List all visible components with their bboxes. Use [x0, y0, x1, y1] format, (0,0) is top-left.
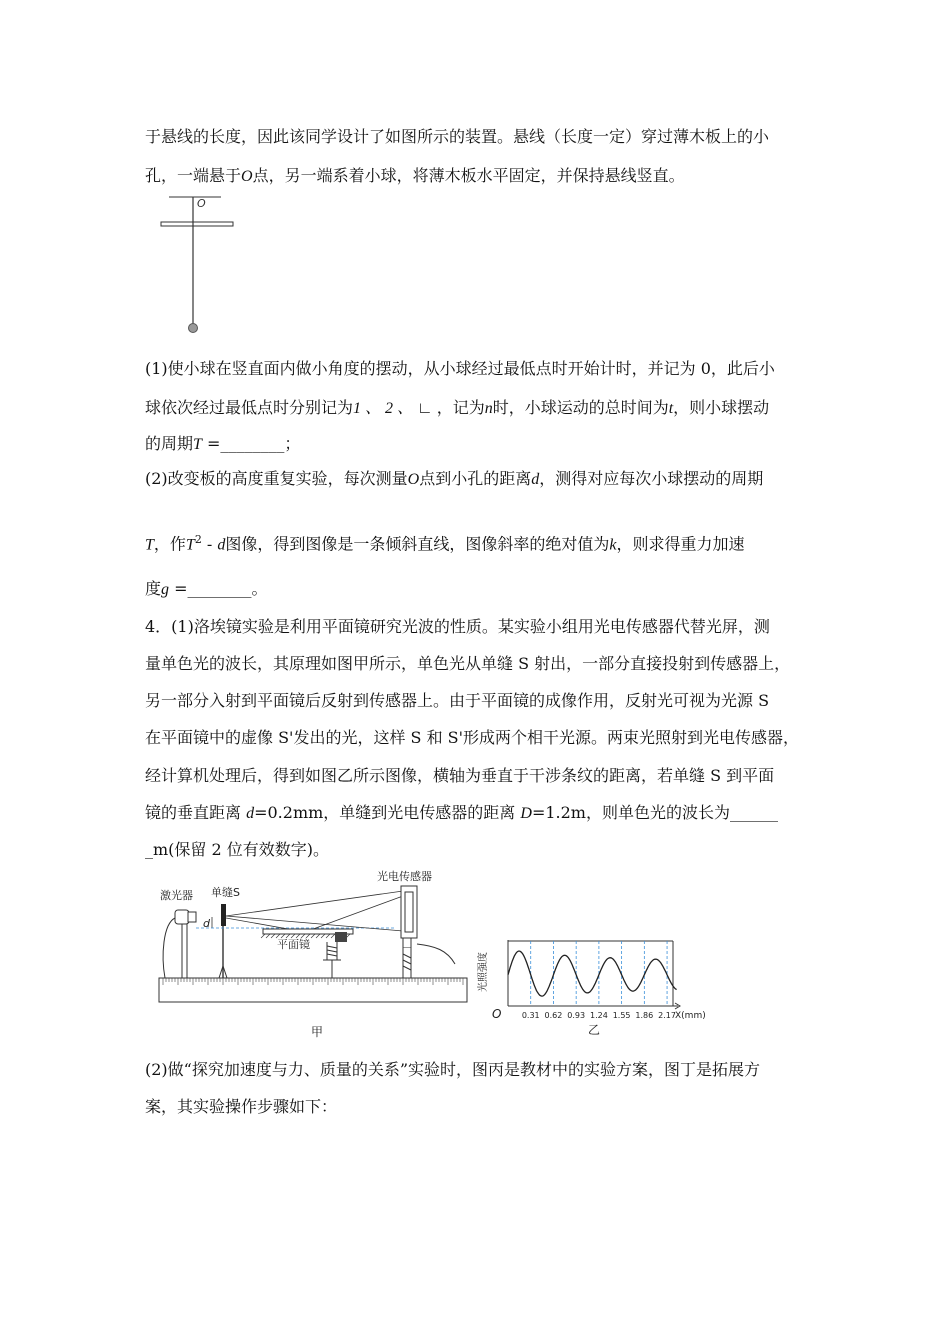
laser-head [188, 912, 196, 922]
q4-line-3: 另一部分入射到平面镜后反射到传感器上。由于平面镜的成像作用，反射光可视为光源 S [145, 691, 770, 710]
mirror-stand-coil [327, 946, 337, 956]
q2-line-1: (2)改变板的高度重复实验，每次测量O点到小孔的距离d，测得对应每次小球摆动的周期 [145, 469, 764, 488]
intro-line-1: 于悬线的长度，因此该同学设计了如图所示的装置。悬线（长度一定）穿过薄木板上的小 [145, 127, 770, 146]
q2-next-line-1: (2)做“探究加速度与力、质量的关系”实验时，图丙是教材中的实验方案，图丁是拓展方 [145, 1060, 761, 1079]
mirror-label: 平面镜 [277, 938, 310, 951]
hatch-line [266, 934, 270, 938]
laser-label: 激光器 [160, 889, 193, 902]
sensor-label: 光电传感器 [377, 870, 432, 883]
q4-line-6: 镜的垂直距离 d=0.2mm，单缝到光电传感器的距离 D=1.2m，则单色光的波长为______ [145, 803, 778, 822]
q4-line-5: 经计算机处理后，得到如图乙所示图像，横轴为垂直于干涉条纹的距离，若单缝 S 到平面 [145, 766, 775, 785]
hatch-line [261, 934, 265, 938]
fig-yi-chart [470, 930, 710, 1040]
x-tick-label: 1.86 [635, 1011, 654, 1020]
q2-line-2: T，作$T^2$ - d图像，得到图像是一条倾斜直线，图像斜率的绝对值为k，则求得重力加速 [145, 533, 745, 554]
q1-line-1: (1)使小球在竖直面内做小角度的摆动，从小球经过最低点时开始计时，并记为 0，此后小 [145, 359, 775, 378]
x-tick-label: 0.31 [521, 1011, 540, 1020]
y-axis-label: 光照强度 [478, 952, 489, 992]
fig-yi-caption: 乙 [588, 1023, 601, 1037]
x-tick-label: 0.93 [567, 1011, 586, 1020]
slit-plate [221, 904, 226, 926]
hatch-line [271, 934, 275, 938]
d-label: d [203, 917, 210, 930]
x-tick-labels [522, 1011, 676, 1020]
fig-jia-apparatus [155, 866, 475, 1046]
direct-ray [226, 891, 403, 916]
bench-scale-ticks [163, 978, 463, 985]
x-tick-label: 2.17 [658, 1011, 676, 1020]
hatch-line [316, 934, 320, 938]
sensor-cable [417, 944, 455, 964]
hatch-line [331, 934, 335, 938]
origin-label: O [492, 1007, 502, 1021]
q4-line-4: 在平面镜中的虚像 S'发出的光，这样 S 和 S'形成两个相干光源。两束光照射到光电传感器， [145, 728, 800, 747]
wood-board [161, 222, 233, 226]
chart-frame [508, 940, 680, 1009]
q4-line-2: 量单色光的波长，其原理如图甲所示，单色光从单缝 S 射出，一部分直接投射到传感器上， [145, 654, 791, 673]
q2-next-line-2: 案，其实验操作步骤如下： [145, 1097, 338, 1116]
ball [189, 324, 198, 333]
sensor-window [405, 892, 413, 932]
laser-cable [163, 918, 175, 978]
q4-line-1: 4．(1)洛埃镜实验是利用平面镜研究光波的性质。某实验小组用光电传感器代替光屏，测 [145, 617, 770, 636]
x-tick-label: 1.55 [612, 1011, 631, 1020]
hatch-line [311, 934, 315, 938]
q4-line-7: _m(保留 2 位有效数字)。 [145, 840, 330, 859]
intensity-curve [508, 951, 677, 996]
pendulum-figure [155, 190, 245, 340]
slit-label: 单缝S [211, 886, 240, 899]
sensor-base [403, 938, 411, 948]
hatch-line [326, 934, 330, 938]
pivot-label: O [197, 197, 206, 210]
x-axis-label: X(mm) [675, 1011, 706, 1021]
mirror-holder [335, 932, 347, 942]
q1-line-2: 球依次经过最低点时分别记为1 、 2 、 ∟ ，记为n时，小球运动的总时间为t，则小球摆动 [145, 398, 770, 417]
intro-line-2: 孔，一端悬于O点，另一端系着小球，将薄木板水平固定，并保持悬线竖直。 [145, 166, 685, 185]
q2-line-3: 度g =________。 [145, 579, 268, 598]
fig-jia-caption: 甲 [311, 1025, 324, 1039]
q1-line-3: 的周期T =________； [145, 434, 301, 453]
x-tick-label: 1.24 [589, 1011, 608, 1020]
hatch-line [321, 934, 325, 938]
laser-body [175, 910, 189, 924]
x-tick-label: 0.62 [544, 1011, 563, 1020]
